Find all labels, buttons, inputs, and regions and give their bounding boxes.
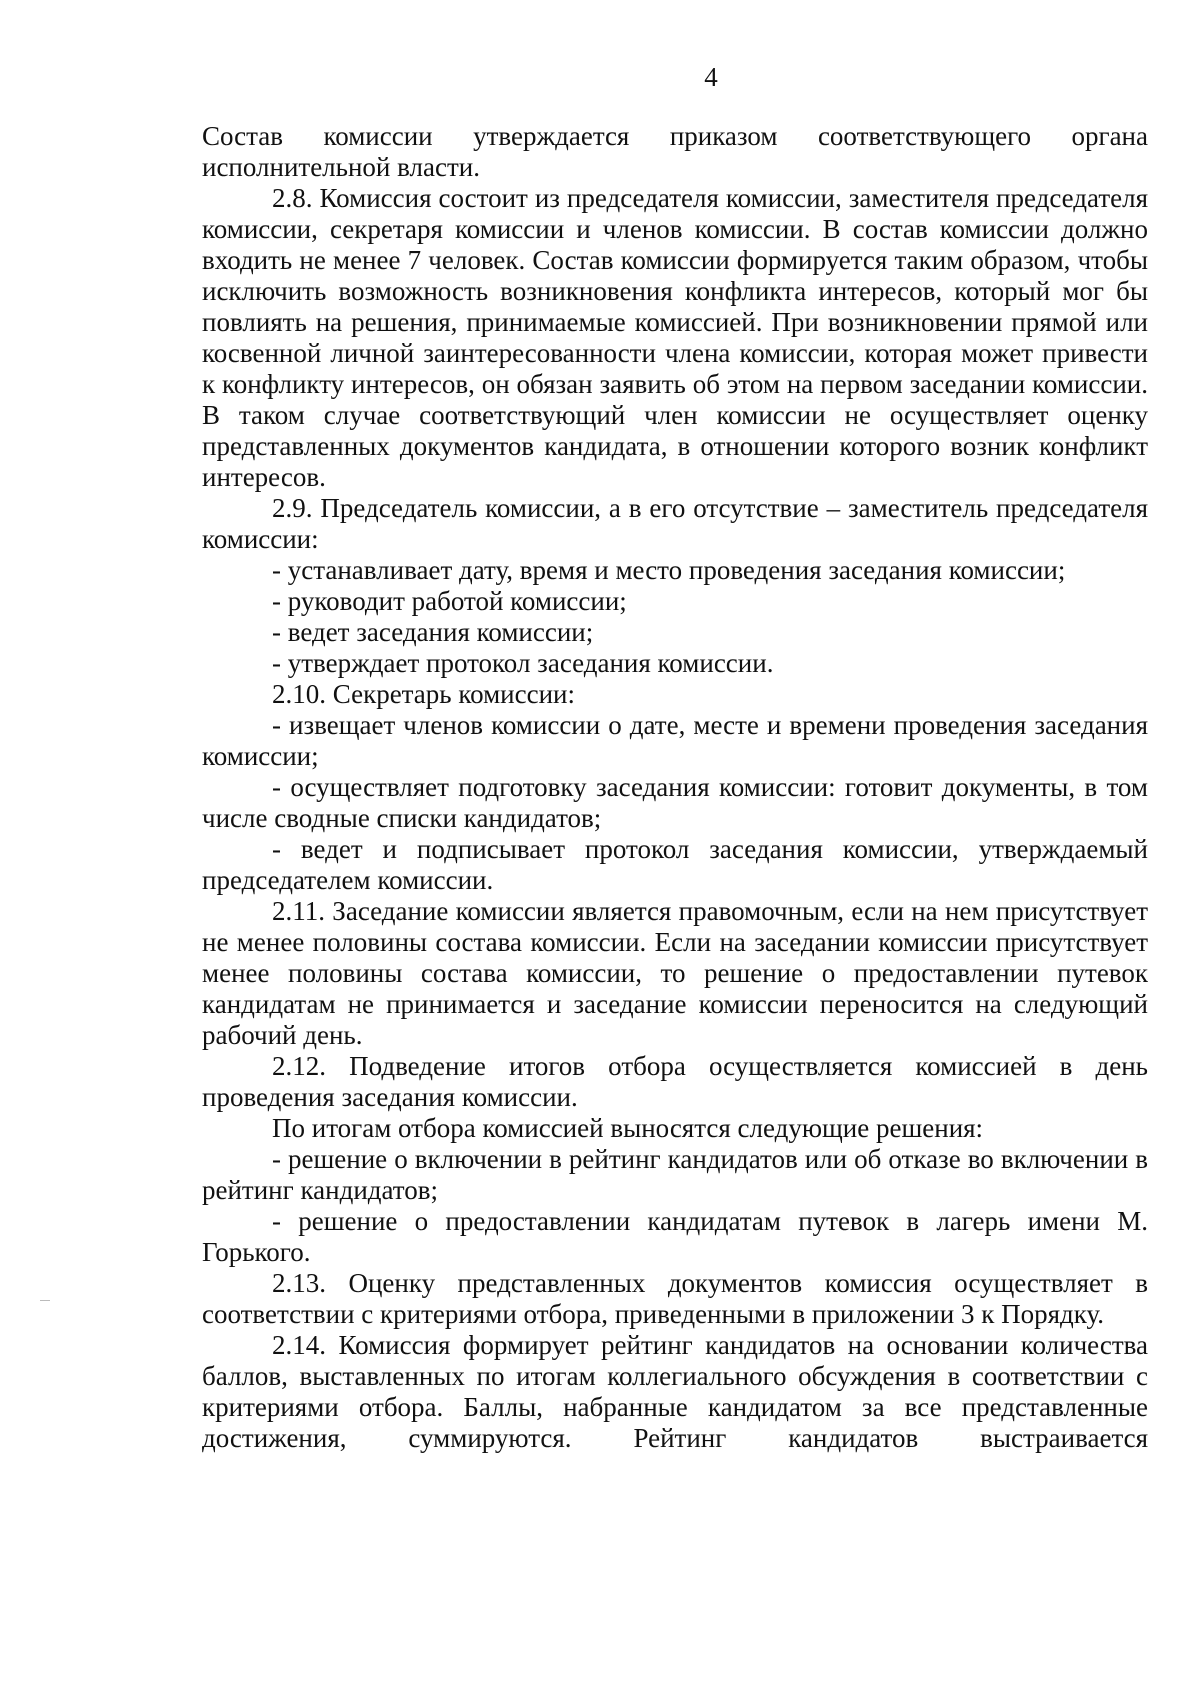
list-item: - извещает членов комиссии о дате, месте и времени проведения заседания комиссии; bbox=[202, 710, 1148, 771]
paragraph-2-8: 2.8. Комиссия состоит из председателя комиссии, заместителя председателя комиссии, секретаря комиссии и членов комиссии. В состав комиссии должно входить не менее 7 человек. Состав комиссии формируется таким образом, чтобы исключить возможность возникновения конфликта интересов, который мог бы повлиять на решения, принимаемые комиссией. При возникновении прямой или косвенной личной заинтересованности члена комиссии, которая может привести к конфликту интересов, он обязан заявить об этом на первом заседании комиссии. В таком случае соответствующий член комиссии не осуществляет оценку представленных документов кандидата, в отношении которого возник конфликт интересов. bbox=[202, 183, 1148, 492]
list-item: - решение о включении в рейтинг кандидатов или об отказе во включении в рейтинг кандидатов; bbox=[202, 1144, 1148, 1205]
scan-artifact bbox=[40, 1300, 50, 1301]
list-item: - устанавливает дату, время и место проведения заседания комиссии; bbox=[272, 555, 1066, 585]
list-item: - осуществляет подготовку заседания комиссии: готовит документы, в том числе сводные списки кандидатов; bbox=[202, 772, 1148, 833]
paragraph-2-12: 2.12. Подведение итогов отбора осуществляется комиссией в день проведения заседания комиссии. bbox=[202, 1051, 1148, 1112]
list-item: - решение о предоставлении кандидатам путевок в лагерь имени М. Горького. bbox=[202, 1206, 1148, 1267]
list-item: - руководит работой комиссии; bbox=[272, 586, 627, 616]
document-body bbox=[202, 121, 1148, 1454]
page-number: 4 bbox=[704, 62, 718, 92]
paragraph-2-13: 2.13. Оценку представленных документов комиссия осуществляет в соответствии с критериями отбора, приведенными в приложении 3 к Порядку. bbox=[202, 1268, 1148, 1329]
paragraph-2-9: 2.9. Председатель комиссии, а в его отсутствие – заместитель председателя комиссии: bbox=[202, 493, 1148, 554]
paragraph-2-11: 2.11. Заседание комиссии является правомочным, если на нем присутствует не менее половины состава комиссии. Если на заседании комиссии присутствует менее половины состава комиссии, то решение о предоставлении путевок кандидатам не принимается и заседание комиссии переносится на следующий рабочий день. bbox=[202, 896, 1148, 1050]
paragraph-composition: Состав комиссии утверждается приказом соответствующего органа исполнительной власти. bbox=[202, 121, 1148, 182]
paragraph-2-10: 2.10. Секретарь комиссии: bbox=[272, 679, 575, 709]
list-item: - ведет и подписывает протокол заседания комиссии, утверждаемый председателем комиссии. bbox=[202, 834, 1148, 895]
list-item: - утверждает протокол заседания комиссии. bbox=[272, 648, 774, 678]
paragraph-decisions-intro: По итогам отбора комиссией выносятся следующие решения: bbox=[272, 1113, 984, 1143]
paragraph-2-14: 2.14. Комиссия формирует рейтинг кандидатов на основании количества баллов, выставленных по итогам коллегиального обсуждения в соответствии с критериями отбора. Баллы, набранные кандидатом за все представленные достижения, суммируются. Рейтинг кандидатов выстраивается bbox=[202, 1330, 1148, 1453]
list-item: - ведет заседания комиссии; bbox=[272, 617, 594, 647]
